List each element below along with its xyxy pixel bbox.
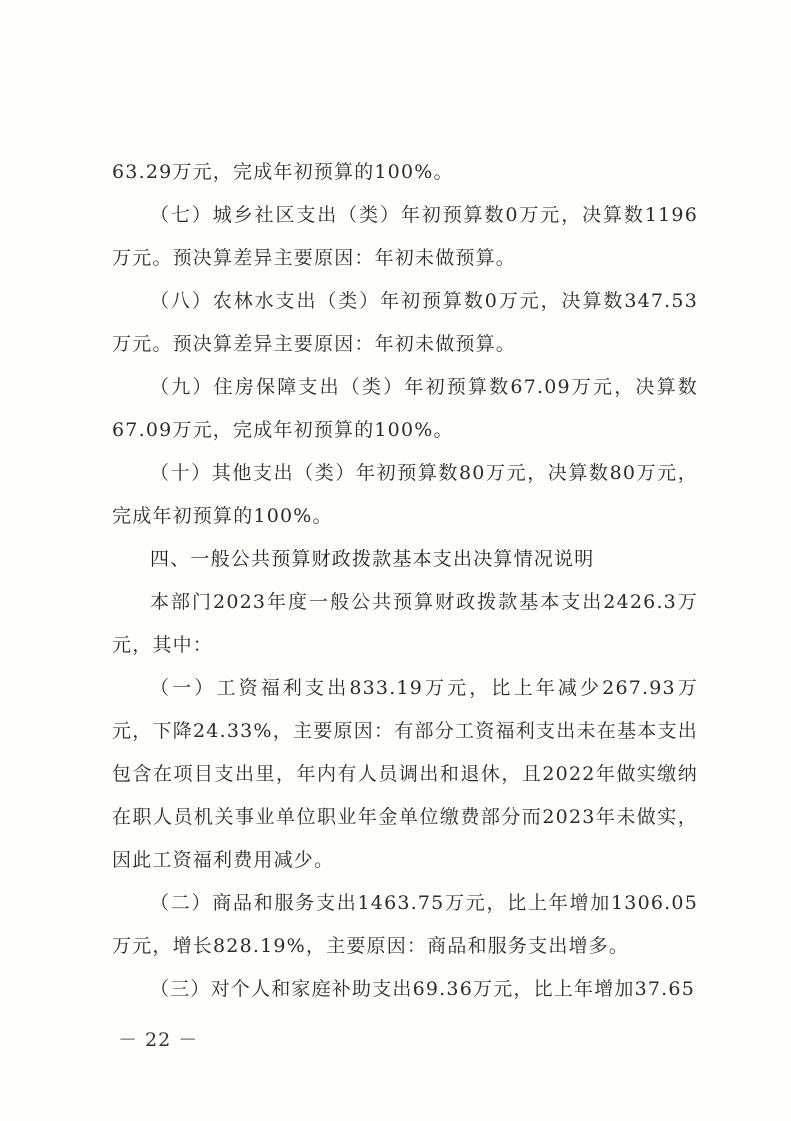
document-body	[112, 151, 698, 1011]
paragraph-housing-security: （九）住房保障支出（类）年初预算数67.09万元，决算数67.09万元，完成年初预算的100%。	[112, 376, 698, 441]
paragraph-basic-expenditure-total: 本部门2023年度一般公共预算财政拨款基本支出2426.3万元，其中：	[112, 591, 698, 656]
paragraph-agriculture-forestry-water: （八）农林水支出（类）年初预算数0万元，决算数347.53万元。预决算差异主要原因：年初未做预算。	[112, 290, 698, 355]
paragraph-goods-services: （二）商品和服务支出1463.75万元，比上年增加1306.05万元，增长828.19%，主要原因：商品和服务支出增多。	[112, 892, 698, 957]
paragraph-other-expenditure: （十）其他支出（类）年初预算数80万元，决算数80万元，完成年初预算的100%。	[112, 462, 698, 527]
page-number: － 22 －	[118, 1029, 199, 1051]
paragraph-wages-welfare: （一）工资福利支出833.19万元，比上年减少267.93万元，下降24.33%，主要原因：有部分工资福利支出未在基本支出包含在项目支出里，年内有人员调出和退休，且2022年做实缴纳在职人员机关事业单位职业年金单位缴费部分而2023年未做实，因此工资福利费用减少。	[112, 677, 698, 871]
paragraph-continuation: 63.29万元，完成年初预算的100%。	[112, 161, 454, 183]
section-heading-basic-expenditure: 四、一般公共预算财政拨款基本支出决算情况说明	[150, 548, 595, 570]
paragraph-urban-rural-community: （七）城乡社区支出（类）年初预算数0万元，决算数1196万元。预决算差异主要原因：年初未做预算。	[112, 204, 698, 269]
paragraph-personal-family-subsidy: （三）对个人和家庭补助支出69.36万元，比上年增加37.65	[150, 978, 695, 1000]
